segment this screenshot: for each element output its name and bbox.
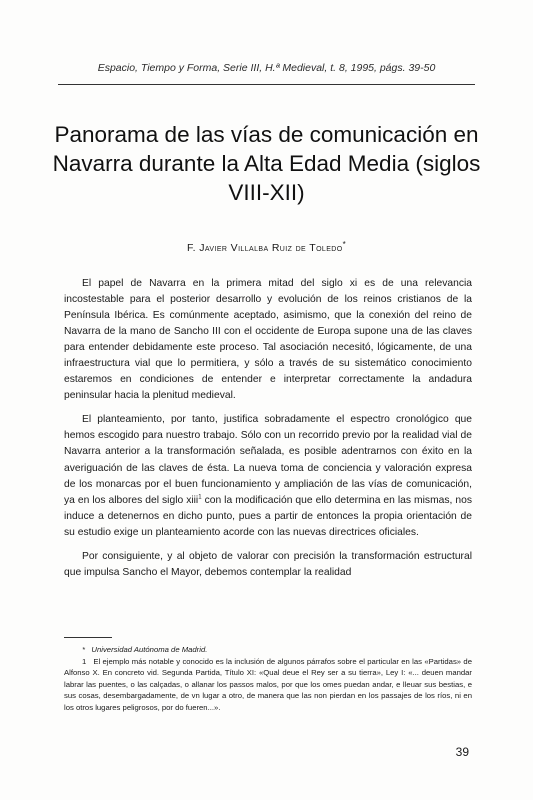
page-number: 39 (455, 745, 469, 759)
footnote-star-text: Universidad Autónoma de Madrid. (91, 645, 208, 654)
author-name: F. Javier Villalba Ruiz de Toledo (186, 242, 343, 255)
article-title: Panorama de las vías de comunicación en Navarra durante la Alta Edad Media (siglos VIII-XII) (52, 122, 481, 205)
paragraph-1: El papel de Navarra en la primera mitad del siglo xi es de una relevancia incostestable para el posterior desarrollo y evolución de los reinos cristianos de la Península Ibérica. Es comúnmente aceptado, asimismo, que la conexión del reino de Navarra de la mano de Sancho III con el occidente de Europa supone una de las claves para entender debidamente este proceso. Tal asociación necesitó, lógicamente, de una infraestructura vial que lo permitiera, y sólo a través de su sistemático conocimiento estaremos en condiciones de entender e interpretar correctamente la andadura peninsular hacia la plenitud medieval. (64, 278, 472, 402)
article-body (64, 276, 472, 581)
paragraph-2 (64, 412, 472, 540)
author-line (0, 240, 533, 254)
footnote-1 (64, 656, 472, 714)
paragraph-2-text: El planteamiento, por tanto, justifica sobradamente el espectro cronológico que hemos escogido para nuestro trabajo. Sólo con un recorrido previo por la realidad vial de Navarra anterior a la transformación señalada, es posible adentrarnos con éxito en la averiguación de las claves de ésta. La nueva toma de conciencia y valoración expresa de los monarcas por el buen funcionamiento y ampliación de las vías de comunicación, ya en los albores del siglo xiii (64, 414, 472, 506)
author-footnote-mark: * (342, 240, 347, 249)
footnote-star-mark: * (82, 645, 85, 654)
footnote-star (64, 644, 472, 656)
paragraph-2-continuation: con la modificación que ello determina en las mismas, nos induce a detenernos en dicho punto, pues a partir de entonces la propia orientación de su estudio exige un planteamiento acorde con las nuevas directrices oficiales. (64, 494, 472, 538)
running-head: Espacio, Tiempo y Forma, Serie III, H.ª Medieval, t. 8, 1995, págs. 39-50 (97, 62, 436, 74)
footnote-1-mark: 1 (82, 656, 87, 666)
paragraph-3: Por consiguiente, y al objeto de valorar con precisión la transformación estructural que impulsa Sancho el Mayor, debemos contemplar la realidad (64, 550, 472, 578)
header-rule (58, 84, 475, 85)
footnote-rule (64, 637, 112, 638)
footnote-1-text: El ejemplo más notable y conocido es la inclusión de algunos párrafos sobre el particular en las «Partidas» de Alfonso X. En concreto vid. Segunda Partida, Título XI: «Qual deue el Rey ser a su tierra», Ley I: «... deuen mandar labrar las puentes, o las calçadas, o allanar los passos malos, por que los omes puedan andar, e lleuar sus bestias, e sus cosas, desembargadamente, de vn lugar a otro, de manera que las non pierdan en los passajes de los ríos, ni en los otros lugares peligrosos, por do fueren...». (64, 656, 472, 712)
footnote-ref-1: 1 (198, 494, 202, 501)
footnotes (64, 644, 472, 714)
